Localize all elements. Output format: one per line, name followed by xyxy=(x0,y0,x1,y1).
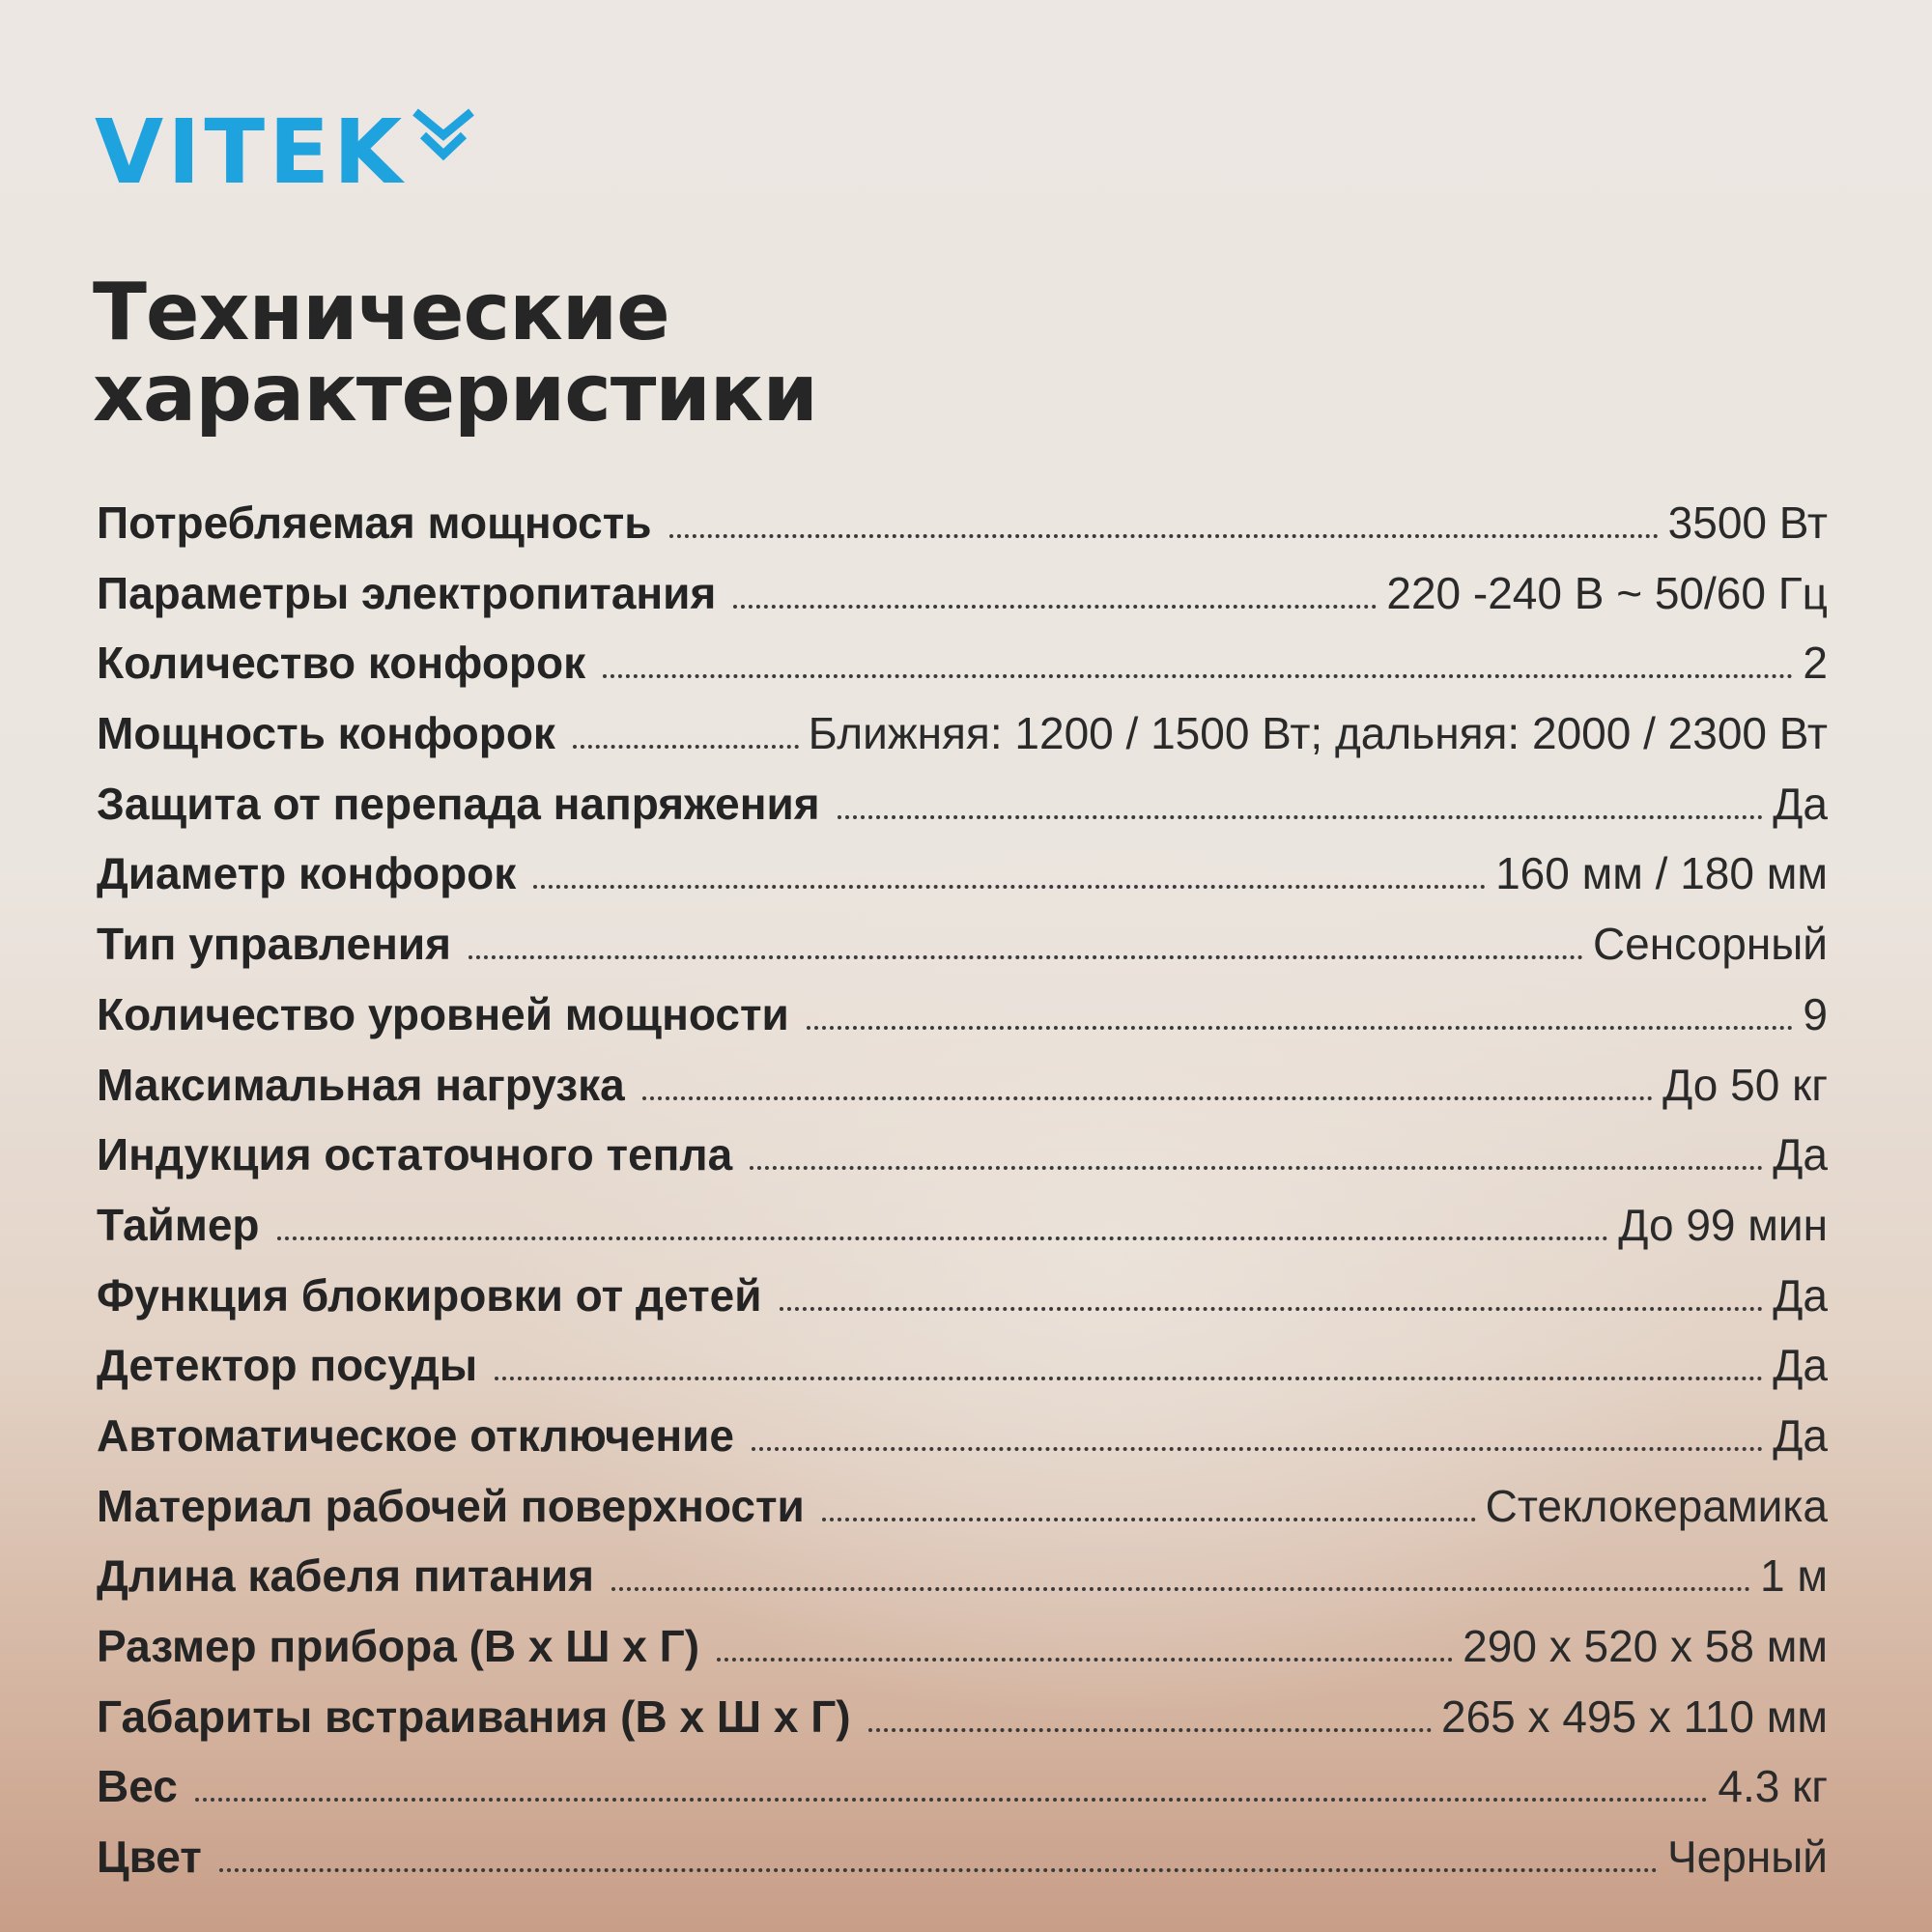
brand-name: VITEK xyxy=(95,100,407,204)
brand-logo xyxy=(95,100,477,204)
spec-row xyxy=(97,1471,1828,1542)
page-title-line-1: Технические xyxy=(93,267,669,358)
spec-value: Да xyxy=(1773,1340,1828,1391)
dot-leader xyxy=(838,815,1764,819)
spec-label: Цвет xyxy=(97,1832,202,1883)
spec-label: Максимальная нагрузка xyxy=(97,1059,625,1110)
spec-row xyxy=(97,488,1828,558)
dot-leader xyxy=(733,605,1377,609)
dot-leader xyxy=(277,1236,1609,1240)
spec-label: Детектор посуды xyxy=(97,1340,478,1391)
spec-label: Диаметр конфорок xyxy=(97,848,517,899)
spec-value: Да xyxy=(1773,1129,1828,1180)
dot-leader xyxy=(219,1868,1658,1872)
dot-leader xyxy=(752,1447,1763,1451)
spec-value: 4.3 кг xyxy=(1718,1761,1828,1812)
spec-row xyxy=(97,1330,1828,1401)
dot-leader xyxy=(807,1026,1794,1030)
spec-row xyxy=(97,1822,1828,1892)
spec-row xyxy=(97,1190,1828,1261)
spec-value: Да xyxy=(1773,1409,1828,1461)
spec-label: Мощность конфорок xyxy=(97,708,555,759)
spec-value: 220 -240 В ~ 50/60 Гц xyxy=(1386,567,1828,618)
dot-leader xyxy=(573,745,799,749)
spec-label: Количество уровней мощности xyxy=(97,988,789,1039)
dot-leader xyxy=(603,674,1793,678)
spec-row xyxy=(97,1120,1828,1190)
spec-row xyxy=(97,558,1828,629)
page-title-line-2: характеристики xyxy=(93,348,817,440)
dot-leader xyxy=(750,1166,1763,1170)
spec-label: Материал рабочей поверхности xyxy=(97,1480,805,1531)
spec-label: Автоматическое отключение xyxy=(97,1409,735,1461)
spec-value: Сенсорный xyxy=(1592,919,1828,970)
spec-value: Стеклокерамика xyxy=(1485,1480,1828,1531)
spec-row xyxy=(97,1261,1828,1331)
spec-row xyxy=(97,838,1828,909)
spec-value: Черный xyxy=(1667,1832,1828,1883)
spec-row xyxy=(97,1541,1828,1611)
dot-leader xyxy=(822,1518,1476,1521)
spec-label: Длина кабеля питания xyxy=(97,1550,594,1602)
spec-label: Габариты встраивания (В х Ш х Г) xyxy=(97,1690,851,1742)
dot-leader xyxy=(533,885,1486,889)
dot-leader xyxy=(642,1096,1653,1100)
spec-row xyxy=(97,628,1828,698)
double-chevron-down-icon xyxy=(410,106,477,166)
spec-row xyxy=(97,698,1828,769)
spec-row xyxy=(97,769,1828,839)
spec-label: Тип управления xyxy=(97,919,452,970)
spec-label: Потребляемая мощность xyxy=(97,497,652,548)
spec-value: 3500 Вт xyxy=(1667,497,1828,548)
spec-row xyxy=(97,1682,1828,1752)
spec-label: Таймер xyxy=(97,1199,260,1250)
spec-value: 265 х 495 х 110 мм xyxy=(1441,1690,1828,1742)
spec-row xyxy=(97,1401,1828,1471)
spec-label: Количество конфорок xyxy=(97,638,586,689)
spec-value: 1 м xyxy=(1760,1550,1828,1602)
spec-row xyxy=(97,1050,1828,1121)
spec-label: Параметры электропитания xyxy=(97,567,717,618)
dot-leader xyxy=(611,1587,1750,1591)
spec-label: Вес xyxy=(97,1761,178,1812)
dot-leader xyxy=(469,955,1583,959)
dot-leader xyxy=(868,1728,1432,1732)
spec-value: Да xyxy=(1773,778,1828,829)
dot-leader xyxy=(669,534,1659,538)
spec-value: Да xyxy=(1773,1269,1828,1321)
spec-value: До 99 мин xyxy=(1618,1199,1828,1250)
spec-value: Ближняя: 1200 / 1500 Вт; дальняя: 2000 / 2300 Вт xyxy=(808,708,1828,759)
dot-leader xyxy=(780,1307,1764,1311)
spec-row xyxy=(97,909,1828,980)
spec-row xyxy=(97,1611,1828,1682)
spec-value: 160 мм / 180 мм xyxy=(1495,848,1828,899)
dot-leader xyxy=(717,1658,1453,1662)
spec-value: 2 xyxy=(1803,638,1828,689)
spec-list xyxy=(97,488,1828,1892)
spec-label: Защита от перепада напряжения xyxy=(97,778,820,829)
spec-row xyxy=(97,1751,1828,1822)
spec-value: До 50 кг xyxy=(1662,1059,1828,1110)
spec-label: Функция блокировки от детей xyxy=(97,1269,762,1321)
spec-value: 290 х 520 х 58 мм xyxy=(1463,1621,1828,1671)
spec-label: Размер прибора (В х Ш х Г) xyxy=(97,1621,700,1671)
dot-leader xyxy=(495,1377,1763,1380)
page-title xyxy=(93,267,817,440)
spec-row xyxy=(97,980,1828,1050)
spec-value: 9 xyxy=(1803,988,1828,1039)
spec-label: Индукция остаточного тепла xyxy=(97,1129,733,1180)
dot-leader xyxy=(195,1798,1709,1802)
